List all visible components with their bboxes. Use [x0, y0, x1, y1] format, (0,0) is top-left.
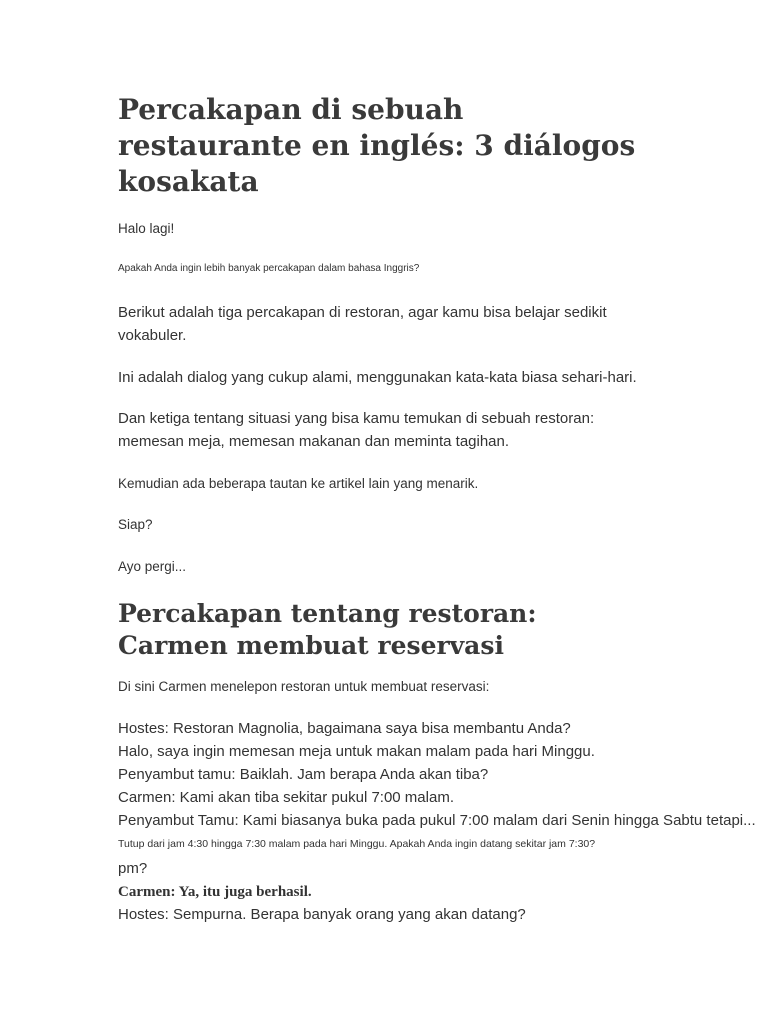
dialog-line-greeter-hours: Penyambut Tamu: Kami biasanya buka pada pukul 7:00 malam dari Senin hingga Sabtu tetapi...	[118, 812, 756, 829]
intro-go: Ayo pergi...	[118, 559, 187, 574]
dialog-line-carmen-arrival: Carmen: Kami akan tiba sekitar pukul 7:00 malam.	[118, 789, 454, 806]
article-title: Percakapan di sebuah restaurante en inglés: 3 diálogos kosakata	[118, 93, 636, 198]
dialog-pm: pm?	[118, 860, 148, 877]
intro-question: Apakah Anda ingin lebih banyak percakapan dalam bahasa Inggris?	[118, 263, 420, 274]
dialog-line-greeter-time: Penyambut tamu: Baiklah. Jam berapa Anda akan tiba?	[118, 766, 489, 783]
intro-paragraph-4: Kemudian ada beberapa tautan ke artikel lain yang menarik.	[118, 476, 479, 491]
section-lead: Di sini Carmen menelepon restoran untuk membuat reservasi:	[118, 679, 490, 694]
intro-greeting: Halo lagi!	[118, 221, 175, 236]
section-heading: Percakapan tentang restoran: Carmen membuat reservasi	[118, 599, 537, 660]
intro-paragraph-2: Ini adalah dialog yang cukup alami, menggunakan kata-kata biasa sehari-hari.	[118, 369, 637, 386]
dialog-line-carmen-request: Halo, saya ingin memesan meja untuk makan malam pada hari Minggu.	[118, 743, 595, 760]
dialog-small-line: Tutup dari jam 4:30 hingga 7:30 malam pada hari Minggu. Apakah Anda ingin datang sekitar jam 7:30?	[118, 838, 596, 850]
intro-paragraph-1: Berikut adalah tiga percakapan di restoran, agar kamu bisa belajar sedikit vokabuler.	[118, 304, 607, 344]
dialog-line-carmen-bold: Carmen: Ya, itu juga berhasil.	[118, 884, 312, 900]
dialog-line-hostess: Hostes: Restoran Magnolia, bagaimana saya bisa membantu Anda?	[118, 720, 571, 737]
intro-ready: Siap?	[118, 517, 153, 532]
intro-paragraph-3: Dan ketiga tentang situasi yang bisa kamu temukan di sebuah restoran: memesan meja, memesan makanan dan meminta tagihan.	[118, 410, 595, 450]
dialog-line-hostess-count: Hostes: Sempurna. Berapa banyak orang yang akan datang?	[118, 906, 526, 923]
